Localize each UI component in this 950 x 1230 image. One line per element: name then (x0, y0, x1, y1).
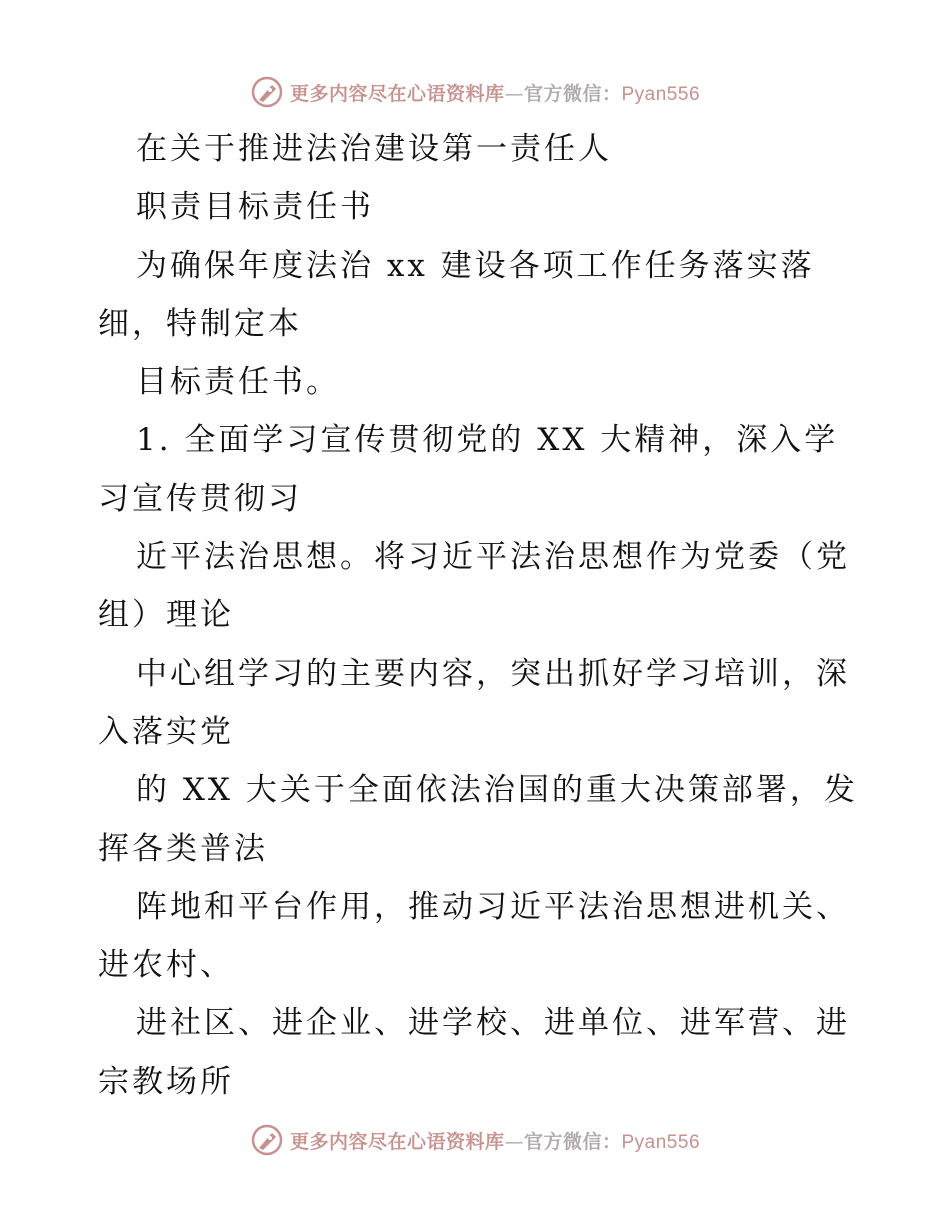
pen-nib-logo-icon (250, 1123, 284, 1157)
document-line: 入落实党 (98, 713, 234, 750)
banner-text (290, 79, 700, 106)
banner-separator: — (504, 1130, 524, 1153)
document-line: 进农村、 (98, 947, 234, 984)
banner-separator: — (504, 82, 524, 105)
document-line: 挥各类普法 (98, 830, 268, 867)
banner-wechat-label: 官方微信： (523, 1130, 622, 1153)
document-line: 组）理论 (98, 597, 234, 634)
pen-nib-logo-icon (250, 75, 284, 109)
banner-text (290, 1127, 700, 1154)
document-line: 习宣传贯彻习 (98, 480, 302, 517)
header-banner (0, 72, 950, 112)
banner-promo-text: 更多内容尽在心语资料库 (289, 82, 505, 105)
footer-banner (0, 1120, 950, 1160)
document-line: 在关于推进法治建设第一责任人 (136, 131, 612, 167)
document-line: 细，特制定本 (98, 305, 302, 342)
document-line: 中心组学习的主要内容，突出抓好学习培训，深 (136, 655, 850, 692)
document-line: 进社区、进企业、进学校、进单位、进军营、进 (136, 1005, 850, 1042)
document-line: 阵地和平台作用，推动习近平法治思想进机关、 (136, 888, 850, 925)
document-line: 1. 全面学习宣传贯彻党的 XX 大精神，深入学 (136, 422, 839, 459)
document-line: 目标责任书。 (136, 364, 340, 401)
banner-wechat-label: 官方微信： (523, 82, 622, 105)
document-line: 宗教场所 (98, 1063, 234, 1100)
banner-promo-text: 更多内容尽在心语资料库 (289, 1130, 505, 1153)
banner-wechat-handle: Pyan556 (621, 83, 701, 105)
document-line: 为确保年度法治 xx 建设各项工作任务落实落 (136, 247, 815, 284)
document-line: 近平法治思想。将习近平法治思想作为党委（党 (136, 539, 850, 576)
banner-wechat-handle: Pyan556 (621, 1131, 701, 1153)
document-body (98, 120, 858, 1111)
document-line: 职责目标责任书 (136, 189, 374, 226)
document-line: 的 XX 大关于全面依法治国的重大决策部署，发 (136, 772, 858, 809)
